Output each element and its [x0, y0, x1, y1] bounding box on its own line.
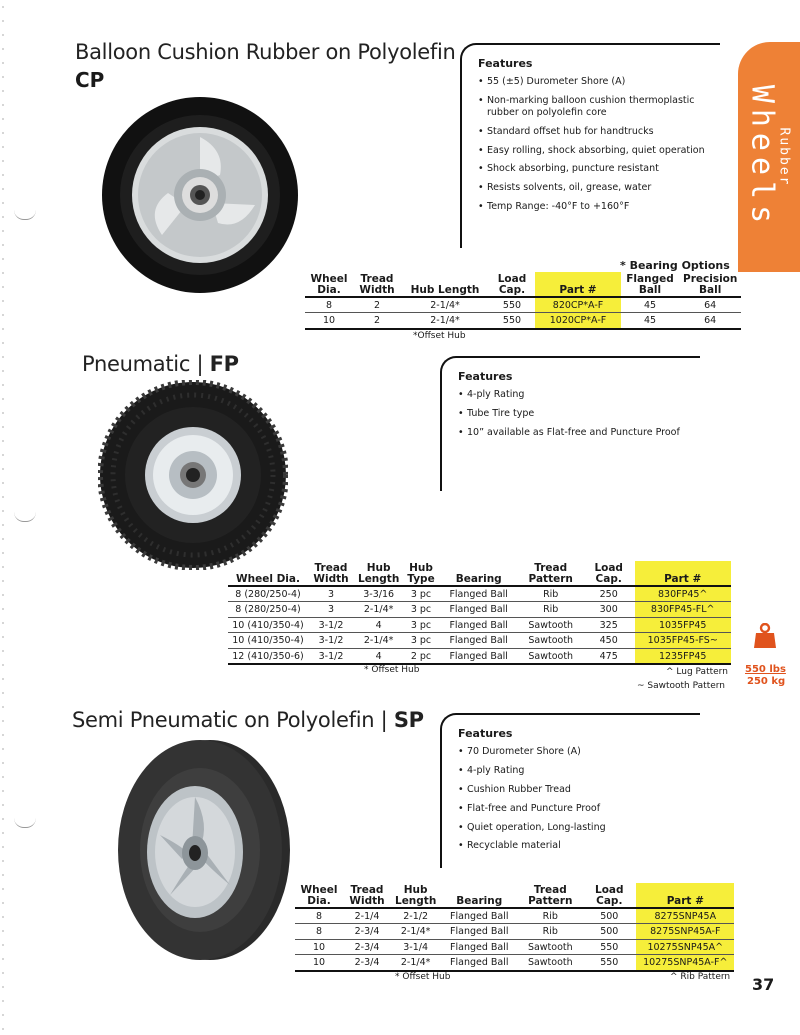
table-row — [295, 939, 734, 954]
table-cell: Rib — [518, 908, 582, 924]
table-cell: 2 — [353, 297, 401, 313]
table-cell: 325 — [583, 617, 635, 632]
table-cell: 64 — [679, 297, 741, 313]
feature-item: • Resists solvents, oil, grease, water — [478, 182, 720, 194]
table-cell: 8 — [295, 924, 343, 939]
table-cell: 2-1/4* — [354, 633, 403, 648]
table-cell: 550 — [489, 297, 535, 313]
capacity-kg: 250 kg — [747, 676, 786, 687]
table-cell: Sawtooth — [519, 633, 583, 648]
part-number-cell: 1035FP45-FS~ — [635, 633, 731, 648]
fp-features-list — [458, 389, 700, 439]
cp-features-title: Features — [478, 57, 533, 70]
cp-offset-note: *Offset Hub — [413, 331, 466, 341]
column-header: Wheel Dia. — [305, 272, 353, 297]
table-cell: 8 (280/250-4) — [228, 586, 308, 602]
feature-item: • 10” available as Flat-free and Puncture Proof — [458, 427, 700, 439]
table-cell: 2-1/4 — [343, 908, 391, 924]
feature-item: • 4-ply Rating — [458, 389, 700, 401]
table-cell: 12 (410/350-6) — [228, 648, 308, 664]
weight-icon — [753, 623, 777, 649]
capacity-lbs: 550 lbs — [745, 664, 786, 675]
column-header: Precision Ball — [679, 272, 741, 297]
table-cell: 10 — [305, 313, 353, 329]
table-cell: 3-1/2 — [308, 648, 354, 664]
table-cell: 8 — [295, 908, 343, 924]
binding-mark — [14, 818, 36, 828]
table-cell: Flanged Ball — [439, 586, 519, 602]
feature-item: • 70 Durometer Shore (A) — [458, 746, 700, 758]
table-cell: 3 pc — [403, 617, 438, 632]
table-row — [305, 313, 741, 329]
table-cell: 64 — [679, 313, 741, 329]
table-cell: 4 — [354, 617, 403, 632]
binding-mark — [14, 210, 36, 220]
table-row — [228, 648, 731, 664]
part-number-cell: 8275SNP45A-F — [636, 924, 734, 939]
table-cell: 3 pc — [403, 586, 438, 602]
feature-item: • Cushion Rubber Tread — [458, 784, 700, 796]
column-header: Tread Pattern — [519, 561, 583, 586]
table-cell: 2-3/4 — [343, 924, 391, 939]
table-cell: 2-1/4* — [354, 602, 403, 617]
table-cell: 3 — [308, 602, 354, 617]
fp-spec-table — [228, 561, 731, 665]
part-number-cell: 10275SNP45A^ — [636, 939, 734, 954]
cp-features-box — [460, 43, 720, 248]
table-cell: Flanged Ball — [440, 939, 518, 954]
table-cell: 2-1/4* — [391, 955, 440, 971]
column-header: Load Cap. — [582, 883, 636, 908]
table-cell: 2-1/4* — [401, 297, 489, 313]
table-cell: 10 (410/350-4) — [228, 617, 308, 632]
table-cell: 8 — [305, 297, 353, 313]
table-cell: 300 — [583, 602, 635, 617]
column-header: Part # — [636, 883, 734, 908]
table-cell: Rib — [519, 586, 583, 602]
sp-features-list — [458, 746, 700, 852]
feature-item: • 4-ply Rating — [458, 765, 700, 777]
sp-wheel-image — [100, 735, 295, 965]
table-cell: 3 pc — [403, 602, 438, 617]
feature-item: • Temp Range: -40°F to +160°F — [478, 201, 720, 213]
table-cell: 10 — [295, 955, 343, 971]
cp-code: CP — [75, 68, 105, 92]
table-row — [295, 955, 734, 971]
part-number-cell: 830FP45^ — [635, 586, 731, 602]
column-header: Tread Width — [353, 272, 401, 297]
column-header: Bearing — [440, 883, 518, 908]
table-cell: 2-1/2 — [391, 908, 440, 924]
table-cell: Sawtooth — [518, 939, 582, 954]
table-cell: 3-1/2 — [308, 633, 354, 648]
tab-line1: Rubber — [776, 127, 792, 187]
part-number-cell: 1020CP*A-F — [535, 313, 621, 329]
table-cell: 4 — [354, 648, 403, 664]
table-row — [305, 297, 741, 313]
tab-line2: Wheels — [744, 84, 780, 230]
table-cell: 10 (410/350-4) — [228, 633, 308, 648]
table-cell: Flanged Ball — [440, 955, 518, 971]
feature-item: • Flat-free and Puncture Proof — [458, 803, 700, 815]
table-cell: Rib — [518, 924, 582, 939]
table-row — [295, 924, 734, 939]
fp-offset-note: * Offset Hub — [364, 665, 420, 675]
fp-title: Pneumatic | FP — [82, 352, 239, 376]
sp-title: Semi Pneumatic on Polyolefin | SP — [72, 708, 424, 732]
part-number-cell: 830FP45-FL^ — [635, 602, 731, 617]
table-cell: Flanged Ball — [439, 602, 519, 617]
table-row — [228, 617, 731, 632]
table-cell: 500 — [582, 924, 636, 939]
table-cell: 3-1/2 — [308, 617, 354, 632]
table-cell: 3-3/16 — [354, 586, 403, 602]
page-number: 37 — [752, 975, 775, 994]
column-header: Part # — [635, 561, 731, 586]
table-cell: Sawtooth — [519, 648, 583, 664]
column-header: Tread Pattern — [518, 883, 582, 908]
cp-features-list — [478, 76, 720, 213]
column-header: Flanged Ball — [621, 272, 679, 297]
table-cell: 550 — [489, 313, 535, 329]
column-header: Load Cap. — [583, 561, 635, 586]
table-cell: 500 — [582, 908, 636, 924]
part-number-cell: 820CP*A-F — [535, 297, 621, 313]
fp-features-title: Features — [458, 370, 513, 383]
sp-offset-note: * Offset Hub — [395, 972, 451, 982]
table-cell: Flanged Ball — [440, 924, 518, 939]
table-cell: Flanged Ball — [440, 908, 518, 924]
part-number-cell: 8275SNP45A — [636, 908, 734, 924]
table-cell: 250 — [583, 586, 635, 602]
cp-title: Balloon Cushion Rubber on Polyolefin — [75, 40, 456, 64]
column-header: Part # — [535, 272, 621, 297]
sp-features-title: Features — [458, 727, 513, 740]
table-cell: 550 — [582, 955, 636, 971]
binding-mark — [14, 512, 36, 522]
table-row — [295, 908, 734, 924]
feature-item: • Recyclable material — [458, 840, 700, 852]
column-header: Wheel Dia. — [228, 561, 308, 586]
cp-wheel-image — [100, 95, 300, 295]
fp-wheel-image — [98, 380, 288, 570]
table-row — [228, 633, 731, 648]
table-cell: 3-1/4 — [391, 939, 440, 954]
column-header: Bearing — [439, 561, 519, 586]
feature-item: • Tube Tire type — [458, 408, 700, 420]
table-cell: Sawtooth — [518, 955, 582, 971]
table-cell: 550 — [582, 939, 636, 954]
table-cell: Flanged Ball — [439, 633, 519, 648]
column-header: Hub Type — [403, 561, 438, 586]
table-cell: Flanged Ball — [439, 617, 519, 632]
table-cell: 8 (280/250-4) — [228, 602, 308, 617]
table-row — [228, 602, 731, 617]
column-header: Load Cap. — [489, 272, 535, 297]
part-number-cell: 1035FP45 — [635, 617, 731, 632]
column-header: Tread Width — [343, 883, 391, 908]
table-cell: 2-3/4 — [343, 939, 391, 954]
fp-lug-note: ^ Lug Pattern — [666, 667, 728, 677]
table-cell: 450 — [583, 633, 635, 648]
column-header: Hub Length — [401, 272, 489, 297]
column-header: Hub Length — [391, 883, 440, 908]
table-cell: 3 pc — [403, 633, 438, 648]
part-number-cell: 10275SNP45A-F^ — [636, 955, 734, 971]
sp-rib-note: ^ Rib Pattern — [670, 972, 731, 982]
feature-item: • Easy rolling, shock absorbing, quiet operation — [478, 145, 720, 157]
table-cell: 2-1/4* — [401, 313, 489, 329]
cp-bearing-options-label: * Bearing Options — [620, 259, 730, 272]
column-header: Hub Length — [354, 561, 403, 586]
table-cell: 2 — [353, 313, 401, 329]
sp-spec-table — [295, 883, 734, 972]
table-row — [228, 586, 731, 602]
table-cell: Flanged Ball — [439, 648, 519, 664]
sp-features-box — [440, 713, 700, 868]
table-cell: Rib — [519, 602, 583, 617]
table-cell: 45 — [621, 297, 679, 313]
feature-item: • Shock absorbing, puncture resistant — [478, 163, 720, 175]
table-cell: 45 — [621, 313, 679, 329]
table-cell: 2-3/4 — [343, 955, 391, 971]
feature-item: • Non-marking balloon cushion thermoplastic rubber on polyolefin core — [478, 95, 720, 119]
cp-spec-table — [305, 272, 741, 330]
fp-features-box — [440, 356, 700, 491]
feature-item: • Standard offset hub for handtrucks — [478, 126, 720, 138]
part-number-cell: 1235FP45 — [635, 648, 731, 664]
column-header: Tread Width — [308, 561, 354, 586]
table-cell: Sawtooth — [519, 617, 583, 632]
table-cell: 3 — [308, 586, 354, 602]
table-cell: 2-1/4* — [391, 924, 440, 939]
table-cell: 10 — [295, 939, 343, 954]
fp-sawtooth-note: ~ Sawtooth Pattern — [637, 681, 726, 691]
feature-item: • 55 (±5) Durometer Shore (A) — [478, 76, 720, 88]
column-header: Wheel Dia. — [295, 883, 343, 908]
binding-edge — [1, 0, 5, 1035]
table-cell: 2 pc — [403, 648, 438, 664]
section-tab — [738, 42, 800, 272]
table-cell: 475 — [583, 648, 635, 664]
feature-item: • Quiet operation, Long-lasting — [458, 822, 700, 834]
